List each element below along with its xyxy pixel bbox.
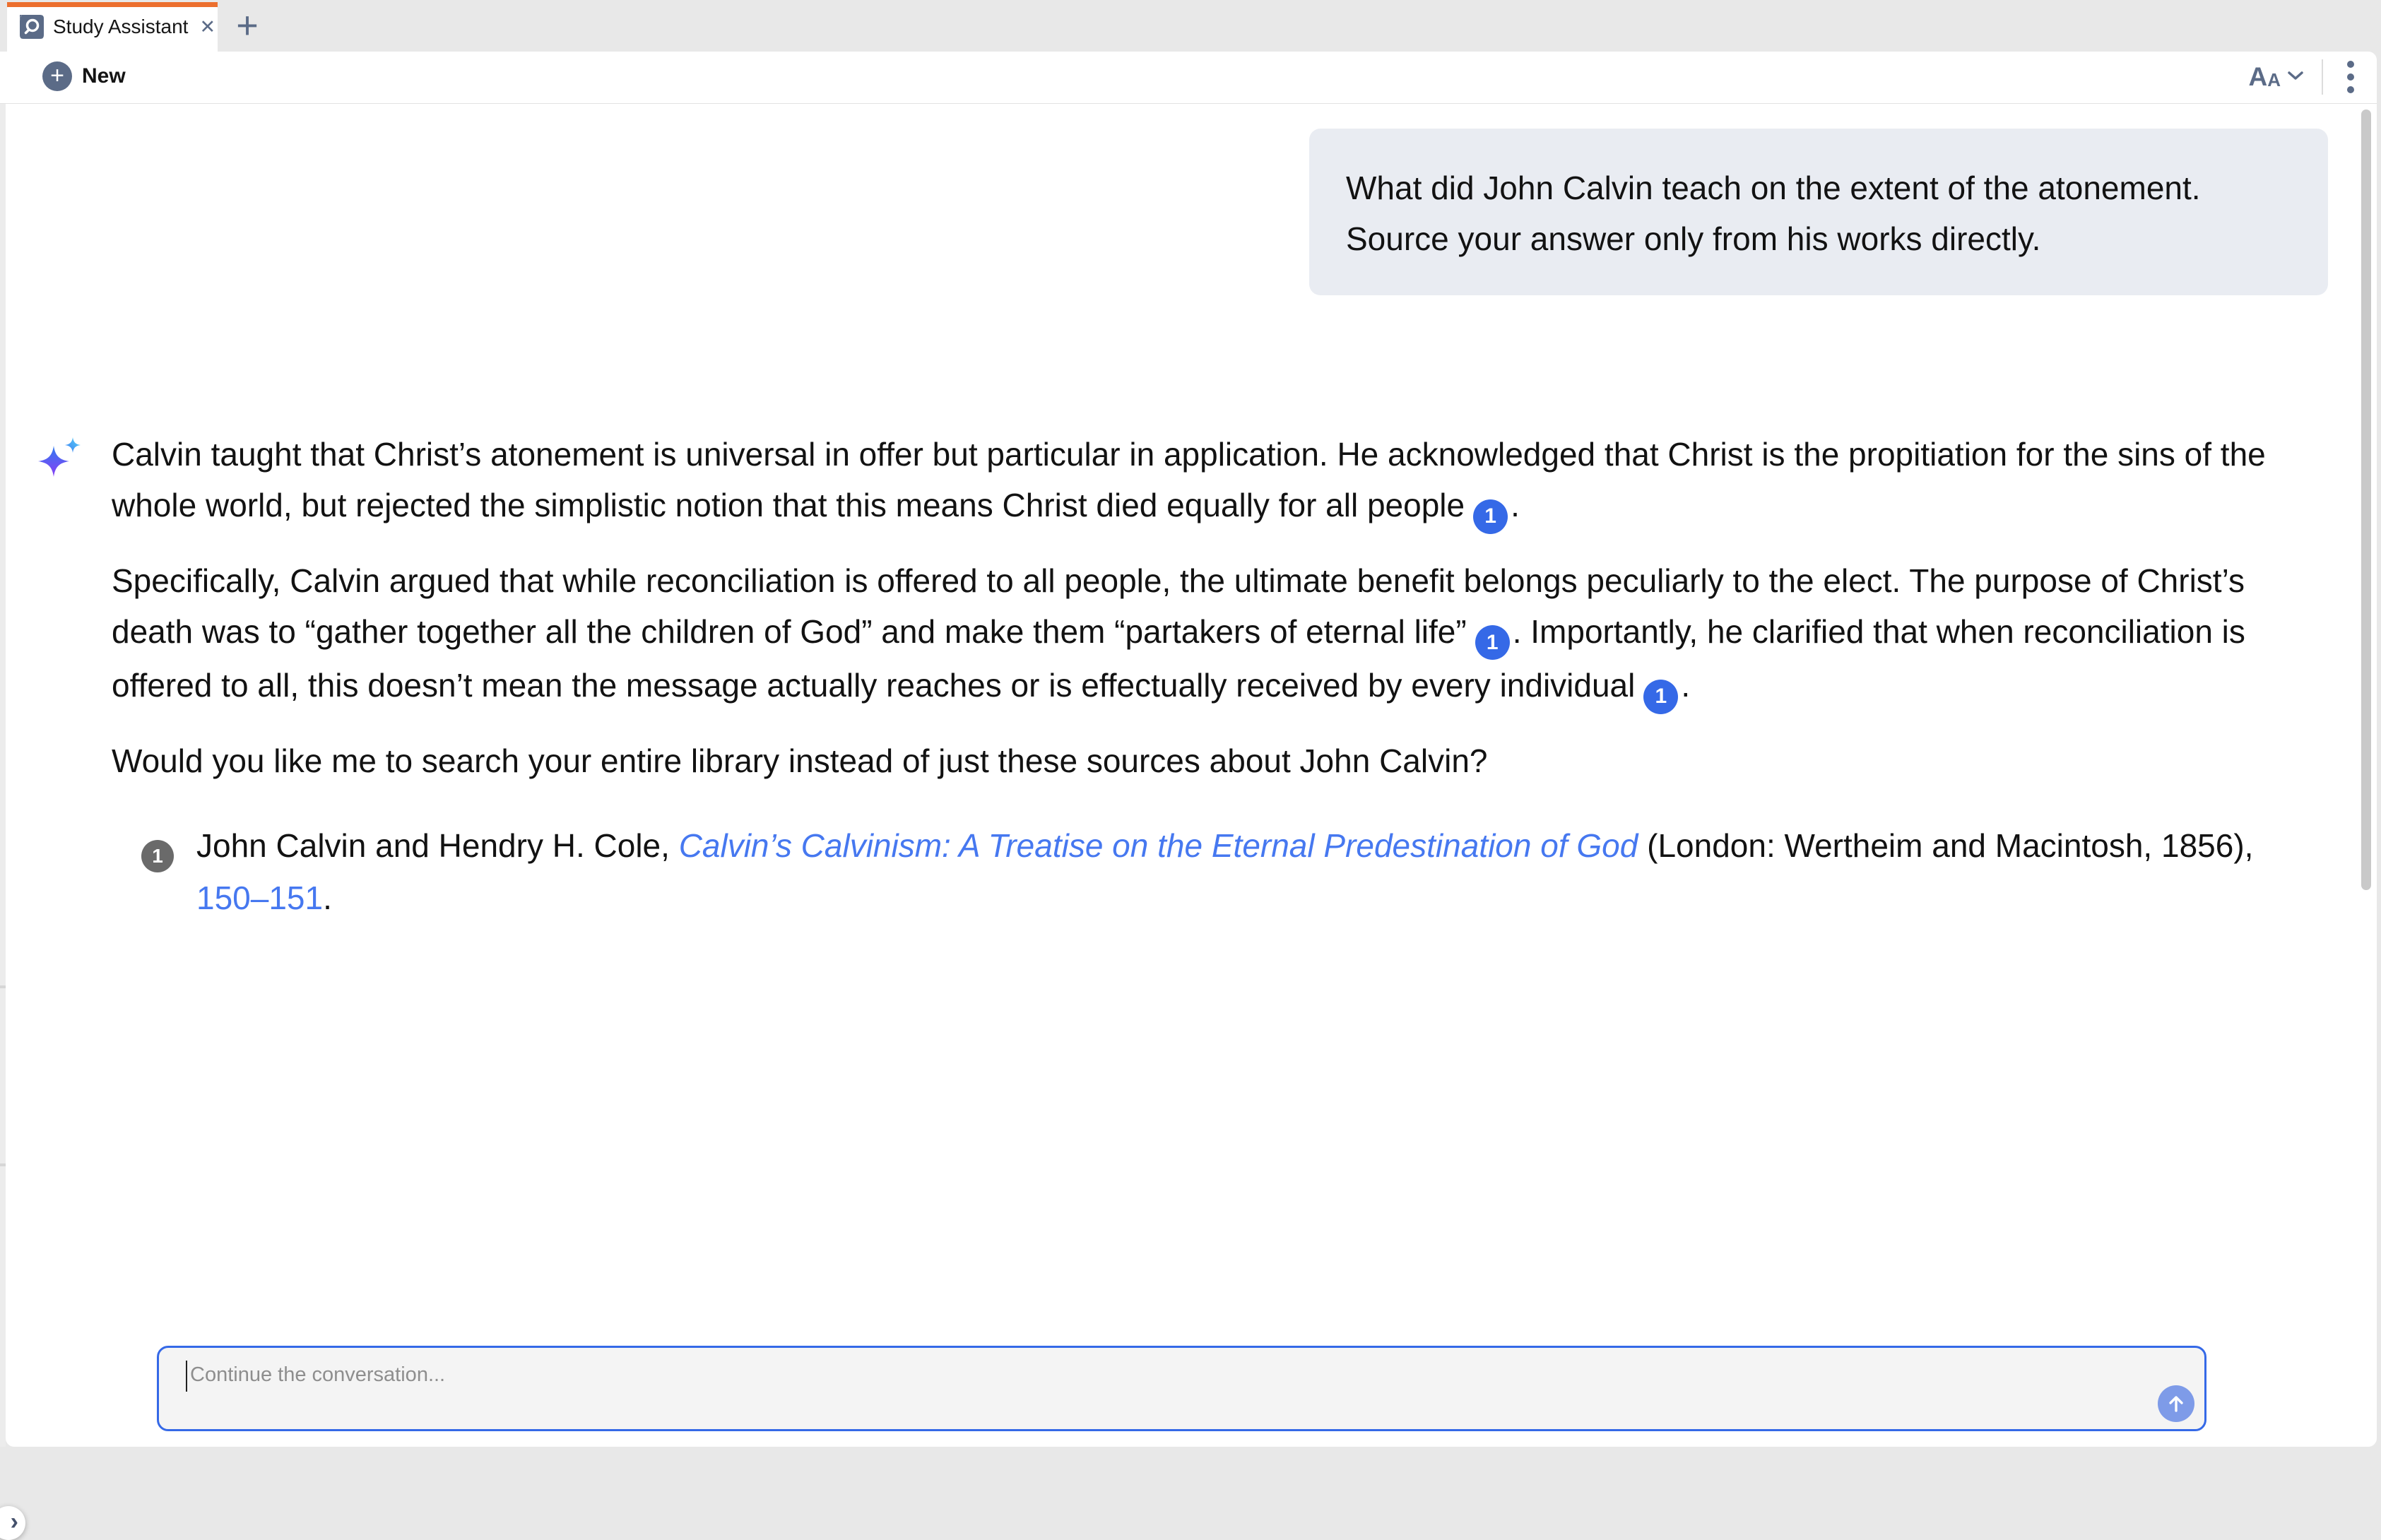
source-title-link[interactable]: Calvin’s Calvinism: A Treatise on the Eternal Predestination of God	[678, 827, 1638, 864]
footnote-number-badge[interactable]: 1	[141, 840, 174, 872]
font-size-icon: A	[2248, 62, 2268, 91]
page-range-link[interactable]: 150–151	[196, 879, 324, 916]
scrollbar[interactable]	[2361, 109, 2371, 890]
composer	[157, 1346, 2206, 1431]
font-size-button[interactable]: A A	[2248, 64, 2303, 90]
input-placeholder: Continue the conversation...	[190, 1363, 446, 1386]
user-message: What did John Calvin teach on the extent of the atonement. Source your answer only from his works directly.	[1309, 129, 2328, 295]
plus-icon: +	[42, 61, 72, 91]
study-assistant-search-icon	[19, 14, 45, 40]
answer-text	[112, 429, 2330, 923]
tab-study-assistant[interactable]	[7, 2, 218, 52]
footnote: 1 John Calvin and Hendry H. Cole, Calvin’s Calvinism: A Treatise on the Eternal Predestination of God (London: Wertheim and Macintosh, 1856), 150–151.	[141, 820, 2330, 923]
send-icon	[2166, 1393, 2187, 1414]
answer-question: Would you like me to search your entire library instead of just these sources about John Calvin?	[112, 742, 1488, 779]
rail-divider	[0, 985, 6, 988]
toolbar-divider	[2322, 59, 2323, 95]
toolbar-right-group	[2248, 52, 2361, 102]
scrollbar-thumb[interactable]	[2361, 109, 2371, 890]
assistant-message	[37, 429, 2333, 923]
answer-paragraph-1: Calvin taught that Christ’s atonement is universal in offer but particular in application. He acknowledged that Christ is the propitiation for the sins of the whole world, but rejected the simplistic notion that this means Christ died equally for all people 1 .	[112, 429, 2330, 534]
close-icon[interactable]: ✕	[199, 16, 216, 37]
toolbar	[0, 52, 2377, 105]
citation-badge[interactable]: 1	[1643, 680, 1678, 714]
message-input[interactable]	[159, 1348, 2204, 1429]
collapsed-sidebar-rail	[0, 104, 6, 1447]
rail-divider	[0, 1163, 6, 1166]
citation-badge[interactable]: 1	[1475, 625, 1510, 660]
kebab-menu-button[interactable]	[2340, 57, 2361, 97]
new-button-label: New	[82, 64, 126, 88]
expand-sidebar-button[interactable]	[0, 1506, 25, 1540]
conversation-panel	[6, 104, 2377, 1535]
tab-label: Study Assistant	[53, 16, 189, 37]
sparkle-icon	[37, 436, 83, 482]
chevron-down-icon	[2288, 71, 2303, 84]
answer-paragraph-2: Specifically, Calvin argued that while reconciliation is offered to all people, the ultimate benefit belongs peculiarly to the elect. The purpose of Christ’s death was to “gather together all the children of God” and make them “partakers of eternal life” 1 . Importantly, he clarified that when reconciliation is offered to all, this doesn’t mean the message actually reaches or is effectually received by every individual 1 .	[112, 555, 2330, 714]
new-tab-button[interactable]: +	[228, 6, 267, 45]
text-cursor	[186, 1361, 187, 1392]
chevron-right-icon: ›	[10, 1508, 18, 1535]
active-tab-accent	[7, 2, 218, 7]
citation-badge[interactable]: 1	[1473, 499, 1508, 534]
new-conversation-button[interactable]	[42, 61, 126, 91]
tab-bar	[0, 0, 2381, 52]
send-button[interactable]	[2158, 1385, 2194, 1422]
